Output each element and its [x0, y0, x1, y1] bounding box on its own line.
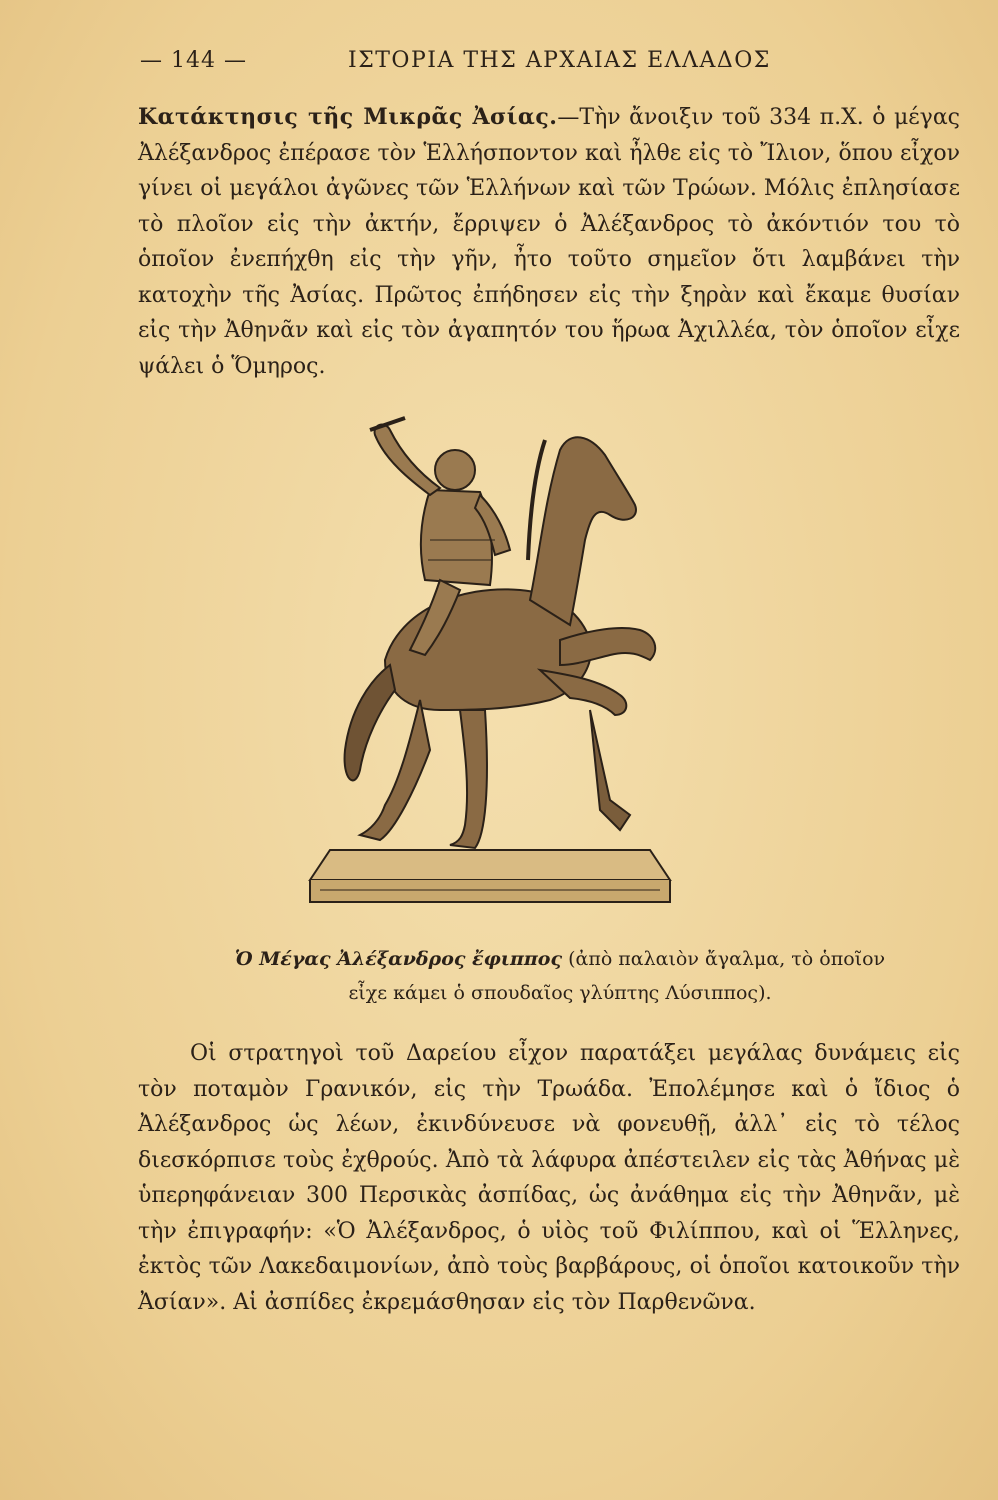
statue-illustration [290, 410, 710, 930]
book-title: ΙΣΤΟΡΙΑ ΤΗΣ ΑΡΧΑΙΑΣ ΕΛΛΑΔΟΣ [348, 48, 771, 73]
caption-title: Ὁ Μέγας Ἀλέξανδρος ἔφιππος [234, 948, 563, 970]
statue-support [590, 710, 630, 830]
figure-caption [220, 942, 900, 1010]
section-heading: Κατάκτησις τῆς Μικρᾶς Ἀσίας. [138, 104, 558, 130]
caption-text: (ἀπὸ παλαιὸν ἄγαλμα, τὸ ὁποῖον εἶχε κάμει ὁ σπουδαῖος γλύπτης Λύσιππος). [348, 948, 886, 1004]
running-header [140, 48, 900, 73]
paragraph-granicus: Οἱ στρατηγοὶ τοῦ Δαρείου εἶχον παρατάξει μεγάλας δυνάμεις εἰς τὸν ποταμὸν Γρανικόν, εἰς τὴν Τρωάδα. Ἐπολέμησε καὶ ὁ ἴδιος ὁ Ἀλέξανδρος ὡς λέων, ἐκινδύνευσε νὰ φονευθῇ, ἀλλ᾿ εἰς τὸ τέλος διεσκόρπισε τοὺς ἐχθρούς. Ἀπὸ τὰ λάφυρα ἀπέστειλεν εἰς τὰς Ἀθήνας μὲ ὑπερηφάνειαν 300 Περσικὰς ἀσπίδας, ὡς ἀνάθημα εἰς τὴν Ἀθηνᾶν, μὲ τὴν ἐπιγραφήν: «Ὁ Ἀλέξανδρος, ὁ υἱὸς τοῦ Φιλίππου, καὶ οἱ Ἕλληνες, ἐκτὸς τῶν Λακεδαιμονίων, ἀπὸ τοὺς βαρβάρους, οἱ ὁποῖοι κατοικοῦν τὴν Ἀσίαν». Αἱ ἀσπίδες ἐκρεμάσθησαν εἰς τὸν Παρθενῶνα. [138, 1041, 960, 1315]
horse [345, 437, 656, 848]
paragraph-1-text: —Τὴν ἄνοιξιν τοῦ 334 π.Χ. ὁ μέγας Ἀλέξανδρος ἐπέρασε τὸν Ἑλλήσποντον καὶ ἦλθε εἰς τὸ Ἴλιον, ὅπου εἶχον γίνει οἱ μεγάλοι ἀγῶνες τῶν Ἑλλήνων καὶ τῶν Τρώων. Μόλις ἐπλησίασε τὸ πλοῖον εἰς τὴν ἀκτήν, ἔρριψεν ὁ Ἀλέξανδρος τὸ ἀκόντιόν του τὸ ὁποῖον ἐνεπήχθη εἰς τὴν γῆν, ἦτο τοῦτο σημεῖον ὅτι λαμβάνει τὴν κατοχὴν τῆς Ἀσίας. Πρῶτος ἐπήδησεν εἰς τὴν ξηρὰν καὶ ἔκαμε θυσίαν εἰς τὴν Ἀθηνᾶν καὶ εἰς τὸν ἀγαπητόν του ἥρωα Ἀχιλλέα, τὸν ὁποῖον εἶχε ψάλει ὁ Ὅμηρος. [138, 105, 960, 379]
statue-base [310, 850, 670, 902]
paragraph-conquest [138, 100, 960, 384]
page-number: — 144 — [140, 48, 247, 73]
